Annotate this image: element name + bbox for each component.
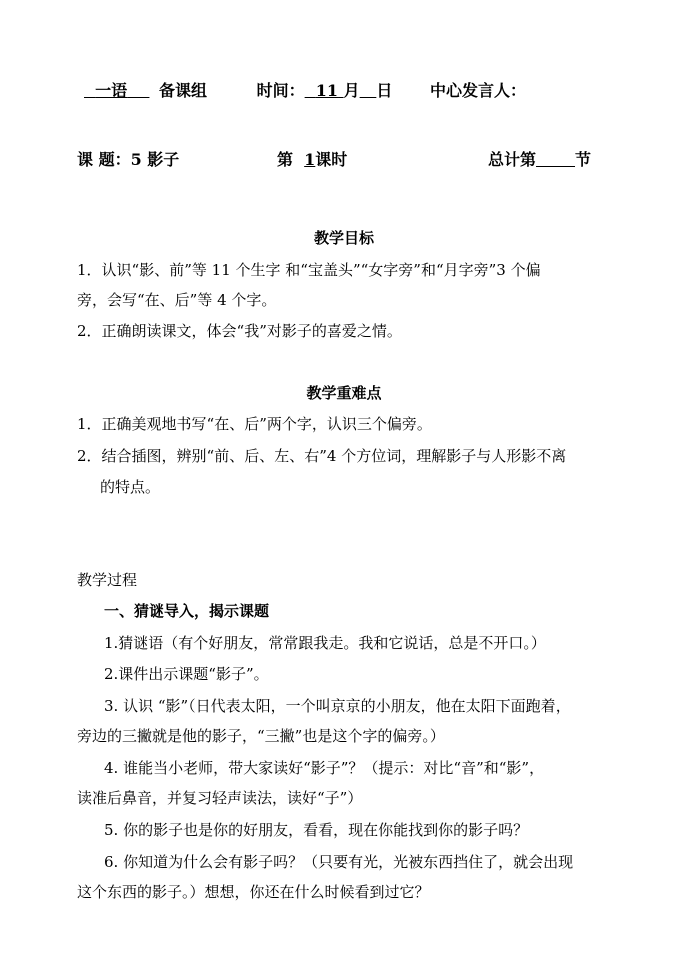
process-line: 5. 你的影子也是你的好朋友，看看，现在你能找到你的影子吗？ bbox=[104, 821, 529, 839]
process-section-heading: 一、猜谜导入，揭示课题 bbox=[104, 602, 270, 620]
process-line: 2.课件出示课题“影子”。 bbox=[104, 665, 269, 683]
header-row bbox=[84, 82, 526, 100]
process-line: 读准后鼻音，并复习轻声读法，读好“子”） bbox=[77, 789, 363, 807]
key-points-line: 2．结合插图，辨别“前、后、左、右”4 个方位词，理解影子与人形影不离 bbox=[77, 447, 567, 465]
month-label: 月 bbox=[343, 81, 360, 100]
process-line: 1.猜谜语（有个好朋友，常常跟我走。我和它说话，总是不开口。） bbox=[104, 634, 546, 652]
month-field: 11 bbox=[315, 81, 339, 100]
process-line: 6. 你知道为什么会有影子吗？（只要有光，光被东西挡住了，就会出现 bbox=[104, 853, 574, 871]
goals-line: 2．正确朗读课文，体会“我”对影子的喜爱之情。 bbox=[77, 322, 402, 340]
goals-line: 旁，会写“在、后”等 4 个字。 bbox=[77, 291, 277, 309]
process-line: 旁边的三撇就是他的影子，“三撇”也是这个字的偏旁。） bbox=[77, 727, 445, 745]
key-points-line: 1．正确美观地书写“在、后”两个字，认识三个偏旁。 bbox=[77, 415, 432, 433]
goals-title: 教学目标 bbox=[313, 229, 374, 247]
key-points-title: 教学重难点 bbox=[306, 384, 382, 402]
speaker-label: 中心发言人： bbox=[429, 81, 526, 100]
day-field bbox=[360, 81, 377, 100]
key-points-line: 的特点。 bbox=[100, 478, 161, 496]
subject-field: 一语 bbox=[95, 81, 128, 100]
group-label: 备课组 bbox=[159, 81, 208, 100]
day-label: 日 bbox=[376, 81, 393, 100]
lesson-total: 总计第 节 bbox=[488, 150, 592, 169]
lesson-topic: 课 题：5 影子 bbox=[77, 150, 180, 169]
time-label: 时间： bbox=[256, 81, 305, 100]
goals-line: 1．认识“影、前”等 11 个生字 和“宝盖头”“女字旁”和“月字旁”3 个偏 bbox=[77, 261, 541, 279]
process-line: 这个东西的影子。）想想，你还在什么时候看到过它？ bbox=[77, 883, 430, 901]
process-line: 3. 认识 “影”（日代表太阳，一个叫京京的小朋友，他在太阳下面跑着， bbox=[104, 697, 571, 715]
process-line: 4. 谁能当小老师，带大家读好“影子”？（提示：对比“音”和“影”， bbox=[104, 759, 545, 777]
process-title: 教学过程 bbox=[77, 571, 138, 589]
lesson-period: 第 1课时 bbox=[277, 150, 348, 169]
